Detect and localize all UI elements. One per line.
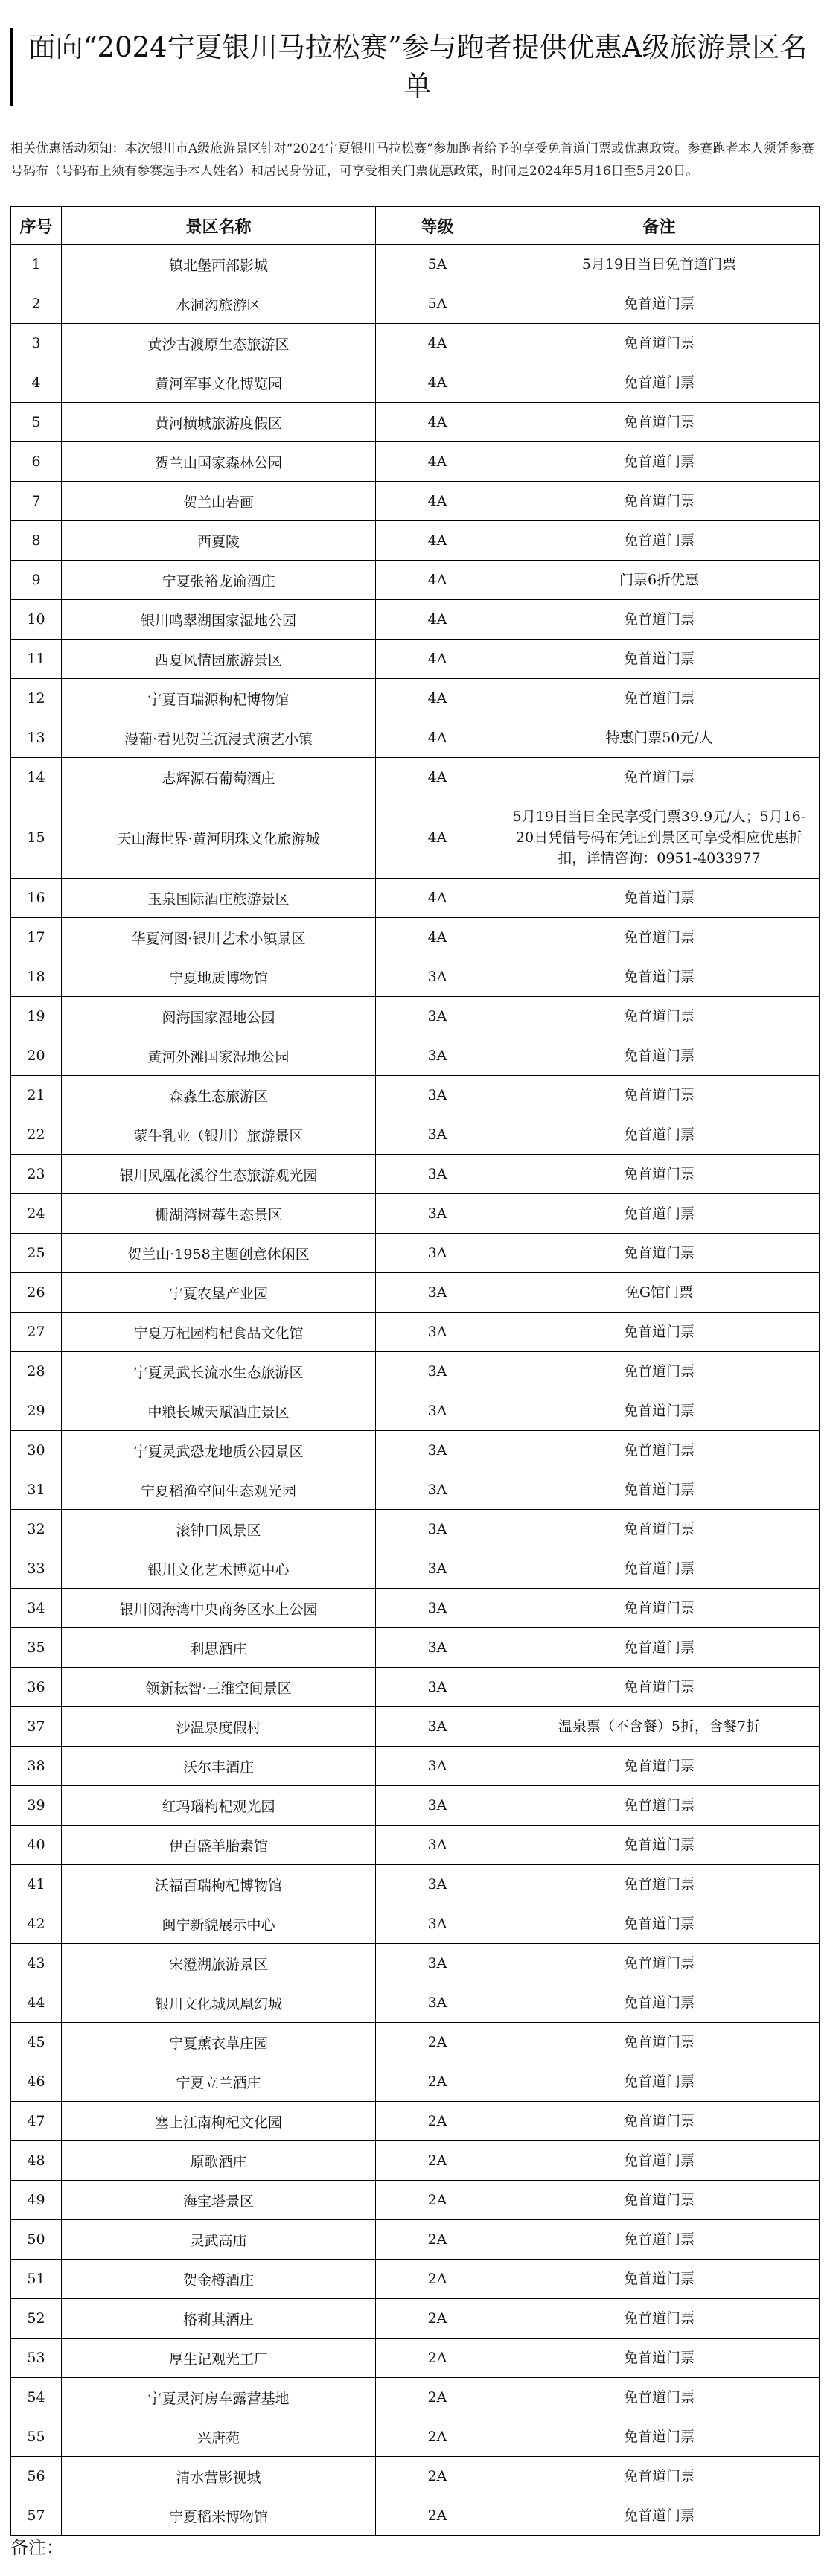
- table-row: [11, 1234, 820, 1273]
- table-row: [11, 1155, 820, 1194]
- table-row: [11, 2299, 820, 2339]
- cell-scenic-name: 贺兰山国家森林公园: [62, 442, 376, 482]
- cell-grade: 3A: [376, 1865, 499, 1904]
- cell-index: 46: [11, 2062, 62, 2102]
- cell-grade: 4A: [376, 403, 499, 442]
- cell-index: 20: [11, 1036, 62, 1076]
- cell-grade: 3A: [376, 1076, 499, 1115]
- cell-grade: 2A: [376, 2102, 499, 2141]
- cell-index: 36: [11, 1668, 62, 1707]
- cell-index: 26: [11, 1273, 62, 1313]
- cell-scenic-name: 红玛瑙枸杞观光园: [62, 1786, 376, 1826]
- table-row: [11, 2181, 820, 2220]
- cell-note: 免首道门票: [499, 2023, 820, 2062]
- cell-scenic-name: 黄河军事文化博览园: [62, 363, 376, 403]
- table-row: [11, 1431, 820, 1470]
- cell-index: 44: [11, 1983, 62, 2023]
- cell-note: 免首道门票: [499, 1510, 820, 1549]
- cell-grade: 3A: [376, 1944, 499, 1983]
- table-row: [11, 1668, 820, 1707]
- cell-scenic-name: 漫葡·看见贺兰沉浸式演艺小镇: [62, 718, 376, 758]
- cell-grade: 2A: [376, 2260, 499, 2299]
- cell-grade: 4A: [376, 521, 499, 561]
- cell-note: 免首道门票: [499, 600, 820, 640]
- table-row: [11, 997, 820, 1036]
- cell-note: 免首道门票: [499, 2496, 820, 2536]
- cell-scenic-name: 伊百盛羊胎素馆: [62, 1826, 376, 1865]
- cell-index: 10: [11, 600, 62, 640]
- cell-index: 30: [11, 1431, 62, 1470]
- cell-note: 免首道门票: [499, 1865, 820, 1904]
- cell-note: 免首道门票: [499, 1115, 820, 1155]
- cell-grade: 5A: [376, 284, 499, 324]
- cell-index: 6: [11, 442, 62, 482]
- cell-note: 特惠门票50元/人: [499, 718, 820, 758]
- cell-note: 门票6折优惠: [499, 561, 820, 600]
- table-row: [11, 2260, 820, 2299]
- table-row: [11, 797, 820, 879]
- table-row: [11, 1904, 820, 1944]
- cell-grade: 4A: [376, 918, 499, 957]
- cell-scenic-name: 沙温泉度假村: [62, 1707, 376, 1747]
- cell-grade: 3A: [376, 957, 499, 997]
- cell-scenic-name: 宁夏立兰酒庄: [62, 2062, 376, 2102]
- table-row: [11, 324, 820, 363]
- scenic-spot-table: [10, 206, 820, 2536]
- cell-index: 56: [11, 2457, 62, 2496]
- table-row: [11, 403, 820, 442]
- cell-scenic-name: 宁夏张裕龙谕酒庄: [62, 561, 376, 600]
- table-row: [11, 1589, 820, 1628]
- cell-grade: 4A: [376, 442, 499, 482]
- cell-scenic-name: 兴唐苑: [62, 2417, 376, 2457]
- cell-note: 免首道门票: [499, 2181, 820, 2220]
- cell-grade: 4A: [376, 879, 499, 918]
- cell-index: 5: [11, 403, 62, 442]
- cell-grade: 3A: [376, 1115, 499, 1155]
- cell-scenic-name: 宁夏农垦产业园: [62, 1273, 376, 1313]
- cell-note: 免首道门票: [499, 1234, 820, 1273]
- cell-index: 47: [11, 2102, 62, 2141]
- cell-note: 免首道门票: [499, 1826, 820, 1865]
- cell-grade: 3A: [376, 1470, 499, 1510]
- cell-grade: 2A: [376, 2299, 499, 2339]
- cell-index: 8: [11, 521, 62, 561]
- cell-scenic-name: 灵武高庙: [62, 2220, 376, 2260]
- title-block: [10, 28, 825, 106]
- cell-scenic-name: 黄河外滩国家湿地公园: [62, 1036, 376, 1076]
- cell-index: 19: [11, 997, 62, 1036]
- cell-grade: 4A: [376, 561, 499, 600]
- cell-index: 2: [11, 284, 62, 324]
- table-row: [11, 1352, 820, 1391]
- cell-note: 免首道门票: [499, 1155, 820, 1194]
- cell-note: 免首道门票: [499, 1786, 820, 1826]
- cell-grade: 2A: [376, 2181, 499, 2220]
- cell-scenic-name: 银川凤凰花溪谷生态旅游观光园: [62, 1155, 376, 1194]
- cell-note: 免首道门票: [499, 2102, 820, 2141]
- cell-note: 免首道门票: [499, 324, 820, 363]
- cell-scenic-name: 沃尔丰酒庄: [62, 1747, 376, 1786]
- cell-note: 免首道门票: [499, 2339, 820, 2378]
- cell-index: 21: [11, 1076, 62, 1115]
- cell-scenic-name: 宁夏灵武长流水生态旅游区: [62, 1352, 376, 1391]
- cell-index: 7: [11, 482, 62, 521]
- cell-grade: 3A: [376, 1786, 499, 1826]
- cell-index: 53: [11, 2339, 62, 2378]
- table-row: [11, 600, 820, 640]
- table-row: [11, 2496, 820, 2536]
- table-row: [11, 482, 820, 521]
- cell-note: 免首道门票: [499, 879, 820, 918]
- cell-scenic-name: 沃福百瑞枸杞博物馆: [62, 1865, 376, 1904]
- cell-note: 免首道门票: [499, 1668, 820, 1707]
- cell-note: 免首道门票: [499, 1589, 820, 1628]
- cell-scenic-name: 阅海国家湿地公园: [62, 997, 376, 1036]
- cell-grade: 3A: [376, 1036, 499, 1076]
- cell-scenic-name: 水洞沟旅游区: [62, 284, 376, 324]
- table-row: [11, 1826, 820, 1865]
- cell-note: 免首道门票: [499, 403, 820, 442]
- table-row: [11, 2102, 820, 2141]
- cell-note: 免首道门票: [499, 2417, 820, 2457]
- cell-note: 免首道门票: [499, 363, 820, 403]
- cell-note: 免首道门票: [499, 1904, 820, 1944]
- table-row: [11, 640, 820, 679]
- cell-grade: 3A: [376, 1194, 499, 1234]
- cell-scenic-name: 西夏陵: [62, 521, 376, 561]
- cell-note: 免首道门票: [499, 2378, 820, 2417]
- cell-grade: 4A: [376, 797, 499, 879]
- table-row: [11, 2378, 820, 2417]
- cell-index: 41: [11, 1865, 62, 1904]
- cell-scenic-name: 西夏风情园旅游景区: [62, 640, 376, 679]
- cell-grade: 3A: [376, 1628, 499, 1668]
- cell-grade: 4A: [376, 600, 499, 640]
- cell-index: 14: [11, 758, 62, 797]
- cell-scenic-name: 宁夏百瑞源枸杞博物馆: [62, 679, 376, 718]
- cell-index: 54: [11, 2378, 62, 2417]
- cell-index: 51: [11, 2260, 62, 2299]
- cell-note: 免首道门票: [499, 2260, 820, 2299]
- cell-grade: 3A: [376, 1510, 499, 1549]
- notice-text: 相关优惠活动须知：本次银川市A级旅游景区针对“2024宁夏银川马拉松赛”参加跑者给予的享受免首道门票或优惠政策。参赛跑者本人须凭参赛号码布（号码布上须有参赛选手本人姓名）和居民身份证，可享受相关门票优惠政策，时间是2024年5月16日至5月20日。: [10, 141, 814, 179]
- cell-index: 16: [11, 879, 62, 918]
- cell-scenic-name: 宁夏稻渔空间生态观光园: [62, 1470, 376, 1510]
- table-row: [11, 2457, 820, 2496]
- table-row: [11, 1786, 820, 1826]
- cell-index: 1: [11, 245, 62, 284]
- cell-note: 免首道门票: [499, 679, 820, 718]
- cell-note: 免首道门票: [499, 1076, 820, 1115]
- cell-index: 11: [11, 640, 62, 679]
- cell-grade: 3A: [376, 1352, 499, 1391]
- cell-scenic-name: 中粮长城天赋酒庄景区: [62, 1391, 376, 1431]
- cell-index: 12: [11, 679, 62, 718]
- cell-scenic-name: 贺兰山·1958主题创意休闲区: [62, 1234, 376, 1273]
- cell-index: 42: [11, 1904, 62, 1944]
- cell-scenic-name: 宁夏万杞园枸杞食品文化馆: [62, 1313, 376, 1352]
- cell-index: 22: [11, 1115, 62, 1155]
- table-row: [11, 1549, 820, 1589]
- cell-scenic-name: 原歌酒庄: [62, 2141, 376, 2181]
- cell-note: 免首道门票: [499, 1352, 820, 1391]
- cell-scenic-name: 清水营影视城: [62, 2457, 376, 2496]
- cell-grade: 3A: [376, 1549, 499, 1589]
- table-row: [11, 918, 820, 957]
- cell-index: 9: [11, 561, 62, 600]
- table-row: [11, 363, 820, 403]
- table-row: [11, 1510, 820, 1549]
- table-row: [11, 1313, 820, 1352]
- cell-index: 24: [11, 1194, 62, 1234]
- table-row: [11, 2141, 820, 2181]
- cell-scenic-name: 宁夏地质博物馆: [62, 957, 376, 997]
- cell-note: 免首道门票: [499, 482, 820, 521]
- cell-grade: 3A: [376, 1904, 499, 1944]
- cell-grade: 3A: [376, 1273, 499, 1313]
- table-row: [11, 1470, 820, 1510]
- table-row: [11, 1036, 820, 1076]
- table-row: [11, 2062, 820, 2102]
- table-row: [11, 1194, 820, 1234]
- cell-scenic-name: 格莉其酒庄: [62, 2299, 376, 2339]
- cell-note: 免首道门票: [499, 2220, 820, 2260]
- cell-note: 免首道门票: [499, 442, 820, 482]
- footer-note-label: 备注：: [10, 2537, 64, 2558]
- cell-grade: 3A: [376, 1707, 499, 1747]
- cell-note: 免首道门票: [499, 1549, 820, 1589]
- cell-grade: 4A: [376, 640, 499, 679]
- cell-grade: 4A: [376, 482, 499, 521]
- cell-index: 23: [11, 1155, 62, 1194]
- cell-note: 温泉票（不含餐）5折，含餐7折: [499, 1707, 820, 1747]
- cell-note: 免首道门票: [499, 2062, 820, 2102]
- cell-grade: 3A: [376, 1431, 499, 1470]
- cell-scenic-name: 滚钟口风景区: [62, 1510, 376, 1549]
- cell-scenic-name: 银川鸣翠湖国家湿地公园: [62, 600, 376, 640]
- cell-note: 免首道门票: [499, 1470, 820, 1510]
- cell-index: 3: [11, 324, 62, 363]
- cell-index: 32: [11, 1510, 62, 1549]
- cell-scenic-name: 贺金樽酒庄: [62, 2260, 376, 2299]
- cell-index: 13: [11, 718, 62, 758]
- cell-scenic-name: 黄河横城旅游度假区: [62, 403, 376, 442]
- table-row: [11, 2339, 820, 2378]
- header-grade: 等级: [376, 207, 499, 245]
- cell-index: 43: [11, 1944, 62, 1983]
- table-header-row: [11, 207, 820, 245]
- cell-grade: 4A: [376, 363, 499, 403]
- cell-index: 28: [11, 1352, 62, 1391]
- cell-grade: 3A: [376, 1155, 499, 1194]
- cell-scenic-name: 宁夏灵武恐龙地质公园景区: [62, 1431, 376, 1470]
- cell-scenic-name: 贺兰山岩画: [62, 482, 376, 521]
- cell-index: 33: [11, 1549, 62, 1589]
- cell-grade: 2A: [376, 2023, 499, 2062]
- cell-scenic-name: 海宝塔景区: [62, 2181, 376, 2220]
- cell-note: 免首道门票: [499, 640, 820, 679]
- cell-index: 31: [11, 1470, 62, 1510]
- cell-note: 免首道门票: [499, 1194, 820, 1234]
- cell-grade: 2A: [376, 2220, 499, 2260]
- cell-grade: 5A: [376, 245, 499, 284]
- cell-note: 免首道门票: [499, 1036, 820, 1076]
- cell-index: 27: [11, 1313, 62, 1352]
- cell-scenic-name: 黄沙古渡原生态旅游区: [62, 324, 376, 363]
- table-row: [11, 1076, 820, 1115]
- cell-grade: 3A: [376, 997, 499, 1036]
- table-row: [11, 442, 820, 482]
- cell-note: 免首道门票: [499, 2299, 820, 2339]
- cell-index: 25: [11, 1234, 62, 1273]
- cell-note: 免首道门票: [499, 2141, 820, 2181]
- cell-index: 29: [11, 1391, 62, 1431]
- cell-index: 38: [11, 1747, 62, 1786]
- table-row: [11, 1391, 820, 1431]
- table-row: [11, 1628, 820, 1668]
- cell-index: 39: [11, 1786, 62, 1826]
- cell-index: 18: [11, 957, 62, 997]
- cell-grade: 3A: [376, 1391, 499, 1431]
- cell-grade: 4A: [376, 324, 499, 363]
- cell-grade: 3A: [376, 1668, 499, 1707]
- cell-note: 免首道门票: [499, 1944, 820, 1983]
- table-row: [11, 1707, 820, 1747]
- table-row: [11, 679, 820, 718]
- cell-index: 52: [11, 2299, 62, 2339]
- cell-index: 15: [11, 797, 62, 879]
- cell-grade: 4A: [376, 718, 499, 758]
- cell-index: 40: [11, 1826, 62, 1865]
- cell-scenic-name: 银川文化城凤凰幻城: [62, 1983, 376, 2023]
- table-row: [11, 2023, 820, 2062]
- cell-scenic-name: 森淼生态旅游区: [62, 1076, 376, 1115]
- cell-grade: 2A: [376, 2062, 499, 2102]
- cell-note: 免首道门票: [499, 1313, 820, 1352]
- cell-note: 免首道门票: [499, 1628, 820, 1668]
- cell-grade: 2A: [376, 2339, 499, 2378]
- cell-scenic-name: 宁夏稻米博物馆: [62, 2496, 376, 2536]
- cell-scenic-name: 厚生记观光工厂: [62, 2339, 376, 2378]
- cell-grade: 2A: [376, 2457, 499, 2496]
- cell-index: 57: [11, 2496, 62, 2536]
- cell-index: 48: [11, 2141, 62, 2181]
- cell-scenic-name: 领新耘智·三维空间景区: [62, 1668, 376, 1707]
- cell-index: 4: [11, 363, 62, 403]
- cell-grade: 4A: [376, 679, 499, 718]
- cell-note: 免首道门票: [499, 918, 820, 957]
- cell-scenic-name: 蒙牛乳业（银川）旅游景区: [62, 1115, 376, 1155]
- table-row: [11, 957, 820, 997]
- cell-index: 45: [11, 2023, 62, 2062]
- cell-note: 免G馆门票: [499, 1273, 820, 1313]
- cell-note: 免首道门票: [499, 1431, 820, 1470]
- cell-scenic-name: 闽宁新貌展示中心: [62, 1904, 376, 1944]
- table-row: [11, 1115, 820, 1155]
- cell-grade: 4A: [376, 758, 499, 797]
- table-row: [11, 245, 820, 284]
- cell-grade: 2A: [376, 2496, 499, 2536]
- cell-scenic-name: 银川文化艺术博览中心: [62, 1549, 376, 1589]
- header-index: 序号: [11, 207, 62, 245]
- table-row: [11, 758, 820, 797]
- cell-note: 免首道门票: [499, 758, 820, 797]
- cell-note: 免首道门票: [499, 957, 820, 997]
- table-row: [11, 284, 820, 324]
- table-row: [11, 1944, 820, 1983]
- cell-index: 49: [11, 2181, 62, 2220]
- table-row: [11, 2417, 820, 2457]
- cell-grade: 3A: [376, 1313, 499, 1352]
- cell-scenic-name: 镇北堡西部影城: [62, 245, 376, 284]
- cell-scenic-name: 天山海世界·黄河明珠文化旅游城: [62, 797, 376, 879]
- cell-note: 免首道门票: [499, 521, 820, 561]
- table-row: [11, 2220, 820, 2260]
- cell-index: 37: [11, 1707, 62, 1747]
- table-row: [11, 718, 820, 758]
- cell-scenic-name: 宋澄湖旅游景区: [62, 1944, 376, 1983]
- cell-grade: 3A: [376, 1983, 499, 2023]
- cell-scenic-name: 志辉源石葡萄酒庄: [62, 758, 376, 797]
- cell-scenic-name: 玉泉国际酒庄旅游景区: [62, 879, 376, 918]
- cell-grade: 3A: [376, 1747, 499, 1786]
- header-note: 备注: [499, 207, 820, 245]
- cell-note: 免首道门票: [499, 1747, 820, 1786]
- cell-grade: 3A: [376, 1589, 499, 1628]
- cell-scenic-name: 银川阅海湾中央商务区水上公园: [62, 1589, 376, 1628]
- table-row: [11, 561, 820, 600]
- cell-grade: 3A: [376, 1234, 499, 1273]
- cell-note: 5月19日当日全民享受门票39.9元/人；5月16-20日凭借号码布凭证到景区可享受相应优惠折扣，详情咨询：0951-4033977: [499, 797, 820, 879]
- cell-index: 55: [11, 2417, 62, 2457]
- cell-scenic-name: 宁夏薰衣草庄园: [62, 2023, 376, 2062]
- page-title: 面向“2024宁夏银川马拉松赛”参与跑者提供优惠A级旅游景区名单: [28, 31, 808, 102]
- cell-grade: 2A: [376, 2417, 499, 2457]
- cell-scenic-name: 华夏河图·银川艺术小镇景区: [62, 918, 376, 957]
- table-row: [11, 521, 820, 561]
- table-row: [11, 1865, 820, 1904]
- table-row: [11, 879, 820, 918]
- cell-index: 17: [11, 918, 62, 957]
- cell-index: 34: [11, 1589, 62, 1628]
- cell-note: 免首道门票: [499, 1983, 820, 2023]
- cell-note: 免首道门票: [499, 284, 820, 324]
- cell-index: 35: [11, 1628, 62, 1668]
- cell-scenic-name: 塞上江南枸杞文化园: [62, 2102, 376, 2141]
- header-name: 景区名称: [62, 207, 376, 245]
- table-row: [11, 1983, 820, 2023]
- cell-index: 50: [11, 2220, 62, 2260]
- cell-grade: 2A: [376, 2141, 499, 2181]
- table-body: [11, 245, 820, 2536]
- table-row: [11, 1747, 820, 1786]
- cell-note: 5月19日当日免首道门票: [499, 245, 820, 284]
- cell-scenic-name: 宁夏灵河房车露营基地: [62, 2378, 376, 2417]
- cell-grade: 3A: [376, 1826, 499, 1865]
- cell-scenic-name: 栅湖湾树莓生态景区: [62, 1194, 376, 1234]
- table-row: [11, 1273, 820, 1313]
- cell-grade: 2A: [376, 2378, 499, 2417]
- cell-scenic-name: 利思酒庄: [62, 1628, 376, 1668]
- cell-note: 免首道门票: [499, 997, 820, 1036]
- cell-note: 免首道门票: [499, 2457, 820, 2496]
- cell-note: 免首道门票: [499, 1391, 820, 1431]
